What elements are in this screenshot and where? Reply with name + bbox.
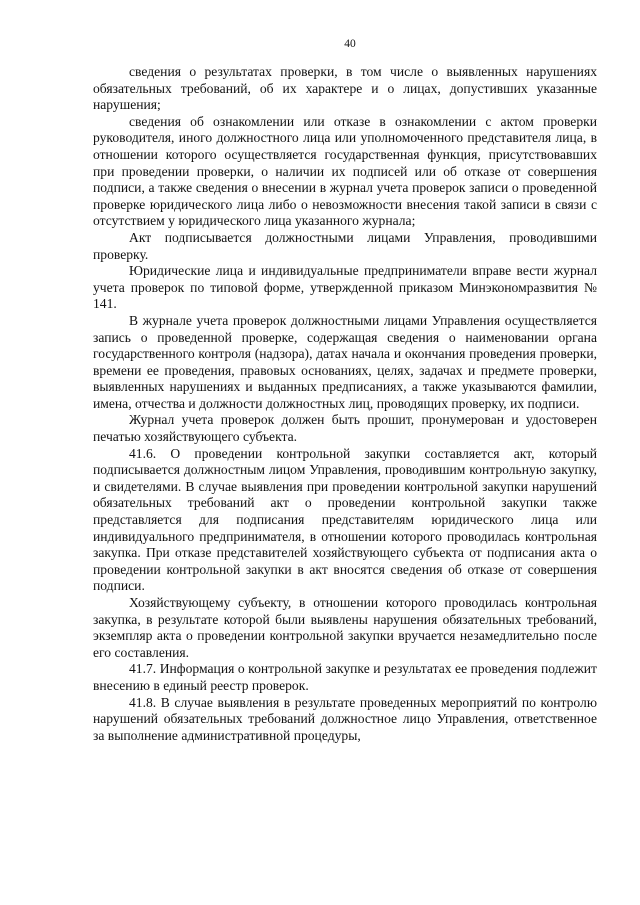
paragraph-9: 41.7. Информация о контрольной закупке и результатах ее проведения подлежит внесению в единый реестр проверок. — [93, 661, 597, 693]
paragraph-8: Хозяйствующему субъекту, в отношении которого проводилась контрольная закупка, в результате которой были выявлены нарушения обязательных требований, экземпляр акта о проведении контрольной закупки вручается незамедлительно после его составления. — [93, 595, 597, 660]
paragraph-3: Акт подписывается должностными лицами Управления, проводившими проверку. — [93, 229, 597, 262]
paragraph-4: Юридические лица и индивидуальные предприниматели вправе вести журнал учета проверок по типовой форме, утвержденной приказом Минэкономразвития № 141. — [93, 263, 597, 312]
paragraph-5: В журнале учета проверок должностными лицами Управления осуществляется запись о проведенной проверке, содержащая сведения о наименовании органа государственного контроля (надзора), датах начала и окончания проведения проверки, времени ее проведения, правовых основаниях, целях, задачах и предмете проверки, выявленных нарушениях и выданных предписаниях, а также указываются фамилии, имена, отчества и должности должностных лиц, проводящих проверку, их подписи. — [93, 312, 597, 411]
paragraph-7: 41.6. О проведении контрольной закупки составляется акт, который подписывается должностным лицом Управления, проводившим контрольную закупку, и свидетелями. В случае выявления при проведении контрольной закупки нарушений обязательных требований акт о проведении контрольной закупки также представляется для подписания представителям юридического лица или индивидуального предпринимателя, в отношении которого проводилась контрольная закупка. При отказе представителей хозяйствующего субъекта от подписания акта о проведении контрольной закупки в акт вносятся сведения об отказе от совершения подписи. — [93, 445, 597, 594]
paragraph-6: Журнал учета проверок должен быть прошит, пронумерован и удостоверен печатью хозяйствующего субъекта. — [93, 412, 597, 445]
page-number: 40 — [344, 38, 356, 50]
document-body — [93, 64, 597, 744]
paragraph-2: сведения об ознакомлении или отказе в ознакомлении с актом проверки руководителя, иного должностного лица или уполномоченного представителя лица, в отношении которого осуществляется государственная функция, присутствовавших при проведении проверки, о наличии их подписей или об отказе от совершения подписи, а также сведения о внесении в журнал учета проверок записи о проведенной проверке юридического лица либо о невозможности внесения такой записи в связи с отсутствием у юридического лица указанного журнала; — [93, 113, 597, 229]
paragraph-10: 41.8. В случае выявления в результате проведенных мероприятий по контролю нарушений обязательных требований должностное лицо Управления, ответственное за выполнение административной процедуры, — [93, 694, 597, 743]
paragraph-1: сведения о результатах проверки, в том числе о выявленных нарушениях обязательных требований, об их характере и о лицах, допустивших указанные нарушения; — [93, 64, 597, 113]
